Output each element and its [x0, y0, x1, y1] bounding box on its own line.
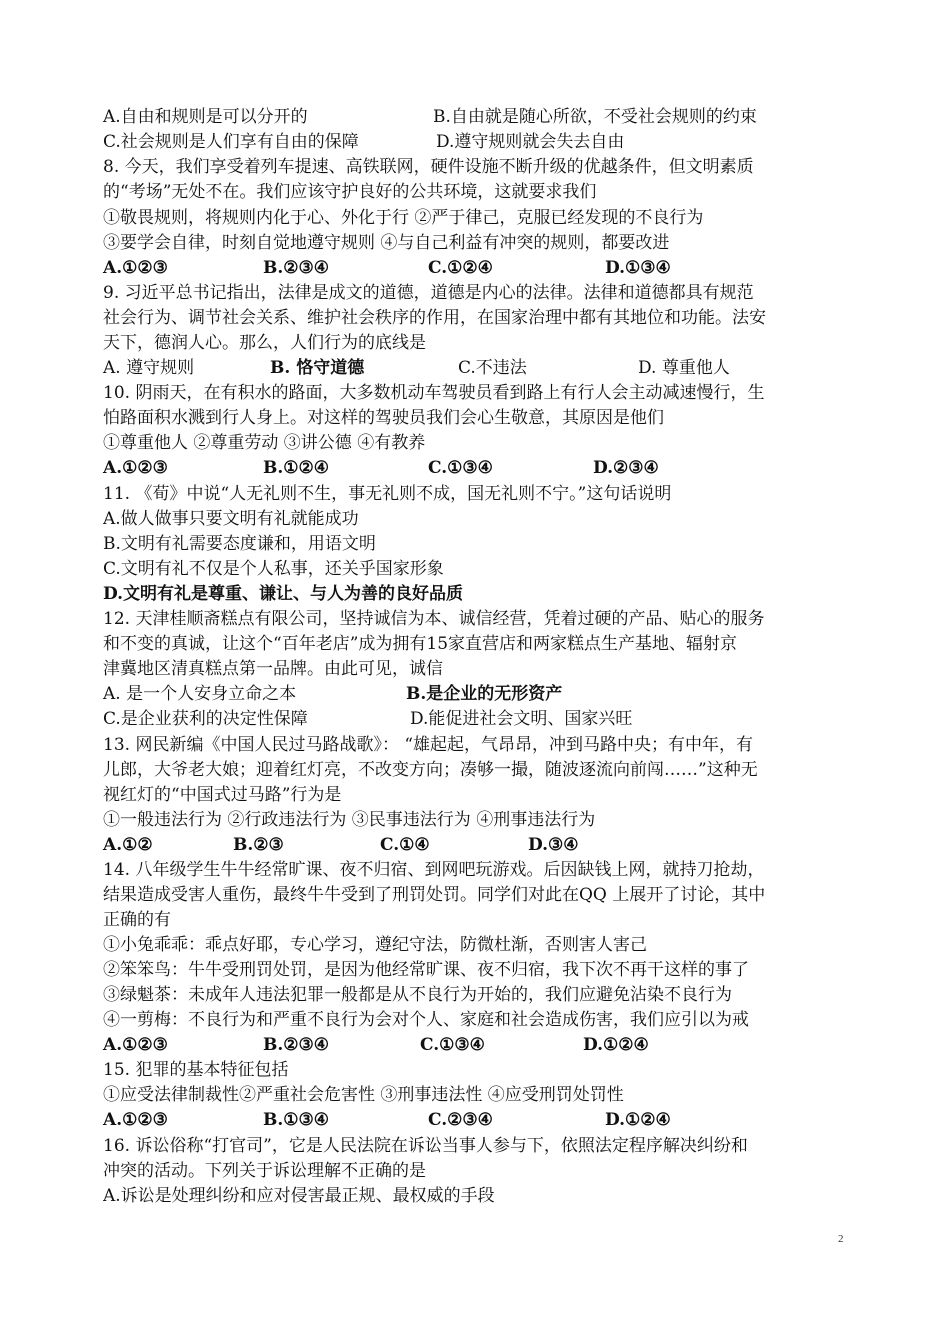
q9-stem-line: 天下，德润人心。那么，人们行为的底线是 — [103, 333, 426, 353]
q7-option-c: C.社会规则是人们享有自由的保障 — [103, 132, 359, 152]
q10-statement-line: ①尊重他人 ②尊重劳动 ③讲公德 ④有教养 — [103, 433, 426, 453]
q13-stem-line: 13. 网民新编《中国人民过马路战歌》： “雄起起，气昂昂，冲到马路中央；有中年，有 — [103, 735, 754, 755]
q8-option-b: B.②③④ — [263, 258, 330, 278]
q15-option-a: A.①②③ — [103, 1110, 168, 1130]
q13-options-row — [103, 833, 863, 858]
q7-option-d: D.遵守规则就会失去自由 — [436, 132, 625, 152]
q15-statement-line: ①应受法律制裁性②严重社会危害性 ③刑事违法性 ④应受刑罚处罚性 — [103, 1085, 624, 1105]
q10-option-a: A.①②③ — [103, 458, 168, 478]
q15-option-c: C.②③④ — [428, 1110, 493, 1130]
q14-option-d: D.①②④ — [583, 1035, 649, 1055]
q7-option-b: B.自由就是随心所欲，不受社会规则的约束 — [433, 107, 757, 127]
q14-statement-line: ②笨笨鸟：牛牛受刑罚处罚，是因为他经常旷课、夜不归宿，我下次不再干这样的事了 — [103, 960, 749, 980]
q10-option-d: D.②③④ — [593, 458, 659, 478]
q8-stem-line: 的“考场”无处不在。我们应该守护良好的公共环境，这就要求我们 — [103, 182, 597, 202]
q11-option-d: D.文明有礼是尊重、谦让、与人为善的良好品质 — [103, 584, 464, 604]
q15-options-row — [103, 1108, 863, 1133]
q7-options-row-2 — [103, 130, 863, 155]
q14-statement-line: ④一剪梅：不良行为和严重不良行为会对个人、家庭和社会造成伤害，我们应引以为戒 — [103, 1010, 749, 1030]
q15-stem-line: 15. 犯罪的基本特征包括 — [103, 1060, 289, 1080]
q12-option-c: C.是企业获利的决定性保障 — [103, 709, 308, 729]
q13-option-c: C.①④ — [380, 835, 430, 855]
q10-option-b: B.①②④ — [263, 458, 330, 478]
q9-option-a: A. 遵守规则 — [103, 358, 195, 378]
q10-stem-line: 10. 阴雨天，在有积水的路面，大多数机动车驾驶员看到路上有行人会主动减速慢行，生 — [103, 383, 765, 403]
q11-option-b: B.文明有礼需要态度谦和，用语文明 — [103, 534, 376, 554]
q12-options-row-1 — [103, 682, 863, 707]
q14-option-b: B.②③④ — [263, 1035, 330, 1055]
q8-option-c: C.①②④ — [428, 258, 493, 278]
q15-option-d: D.①②④ — [605, 1110, 671, 1130]
q8-option-d: D.①③④ — [605, 258, 671, 278]
q10-stem-line: 怕路面积水溅到行人身上。对这样的驾驶员我们会心生敬意，其原因是他们 — [103, 408, 664, 428]
q12-option-b: B.是企业的无形资产 — [406, 684, 563, 704]
q9-options-row — [103, 356, 863, 381]
q9-stem-line: 社会行为、调节社会关系、维护社会秩序的作用，在国家治理中都有其地位和功能。法安 — [103, 308, 766, 328]
q14-option-c: C.①③④ — [420, 1035, 485, 1055]
q8-statement-line: ③要学会自律，时刻自觉地遵守规则 ④与自己利益有冲突的规则，都要改进 — [103, 233, 670, 253]
page-number: 2 — [838, 1233, 844, 1245]
q11-stem-line: 11. 《荀》中说“人无礼则不生，事无礼则不成，国无礼则不宁。”这句话说明 — [103, 484, 672, 504]
q12-option-a: A. 是一个人安身立命之本 — [103, 684, 297, 704]
q9-option-c: C.不违法 — [458, 358, 527, 378]
q16-stem-line: 冲突的活动。下列关于诉讼理解不正确的是 — [103, 1161, 426, 1181]
q13-statement-line: ①一般违法行为 ②行政违法行为 ③民事违法行为 ④刑事违法行为 — [103, 810, 596, 830]
q8-option-a: A.①②③ — [103, 258, 168, 278]
q15-option-b: B.①③④ — [263, 1110, 330, 1130]
q9-stem-line: 9. 习近平总书记指出，法律是成文的道德，道德是内心的法律。法律和道德都具有规范 — [103, 283, 754, 303]
q10-option-c: C.①③④ — [428, 458, 493, 478]
q10-options-row — [103, 456, 863, 481]
q11-option-c: C.文明有礼不仅是个人私事，还关乎国家形象 — [103, 559, 444, 579]
q7-option-a: A.自由和规则是可以分开的 — [103, 107, 308, 127]
q14-statement-line: ③绿魁茶：未成年人违法犯罪一般都是从不良行为开始的，我们应避免沾染不良行为 — [103, 985, 732, 1005]
q12-stem-line: 12. 天津桂顺斋糕点有限公司，坚持诚信为本、诚信经营，凭着过硬的产品、贴心的服务 — [103, 609, 765, 629]
q12-stem-line: 津冀地区清真糕点第一品牌。由此可见，诚信 — [103, 659, 443, 679]
q8-statement-line: ①敬畏规则，将规则内化于心、外化于行 ②严于律己，克服已经发现的不良行为 — [103, 208, 704, 228]
q13-stem-line: 视红灯的“中国式过马路”行为是 — [103, 785, 342, 805]
q7-options-row-1 — [103, 105, 863, 130]
q14-stem-line: 结果造成受害人重伤，最终牛牛受到了刑罚处罚。同学们对此在QQ 上展开了讨论，其中 — [103, 885, 766, 905]
q16-stem-line: 16. 诉讼俗称“打官司”，它是人民法院在诉讼当事人参与下，依照法定程序解决纠纷和 — [103, 1136, 748, 1156]
q12-option-d: D.能促进社会文明、国家兴旺 — [410, 709, 633, 729]
q14-stem-line: 正确的有 — [103, 910, 171, 930]
q8-options-row — [103, 256, 863, 281]
q13-option-d: D.③④ — [528, 835, 579, 855]
q12-stem-line: 和不变的真诚，让这个“百年老店”成为拥有15家直营店和两家糕点生产基地、辐射京 — [103, 634, 738, 654]
q12-options-row-2 — [103, 707, 863, 732]
q9-option-d: D. 尊重他人 — [638, 358, 730, 378]
q14-stem-line: 14. 八年级学生牛牛经常旷课、夜不归宿、到网吧玩游戏。后因缺钱上网，就持刀抢劫， — [103, 860, 765, 880]
q14-option-a: A.①②③ — [103, 1035, 168, 1055]
q13-stem-line: 儿郎，大爷老大娘；迎着红灯亮，不改变方向；凑够一撮，随波逐流向前闯……”这种无 — [103, 760, 758, 780]
q9-option-b: B. 恪守道德 — [270, 358, 365, 378]
q14-statement-line: ①小兔乖乖：乖点好耶，专心学习，遵纪守法，防微杜渐，否则害人害己 — [103, 935, 647, 955]
q8-stem-line: 8. 今天，我们享受着列车提速、高铁联网，硬件设施不断升级的优越条件，但文明素质 — [103, 157, 754, 177]
q14-options-row — [103, 1033, 863, 1058]
q16-option-a: A.诉讼是处理纠纷和应对侵害最正规、最权威的手段 — [103, 1186, 495, 1206]
q13-option-a: A.①② — [103, 835, 153, 855]
q11-option-a: A.做人做事只要文明有礼就能成功 — [103, 509, 359, 529]
q13-option-b: B.②③ — [233, 835, 284, 855]
